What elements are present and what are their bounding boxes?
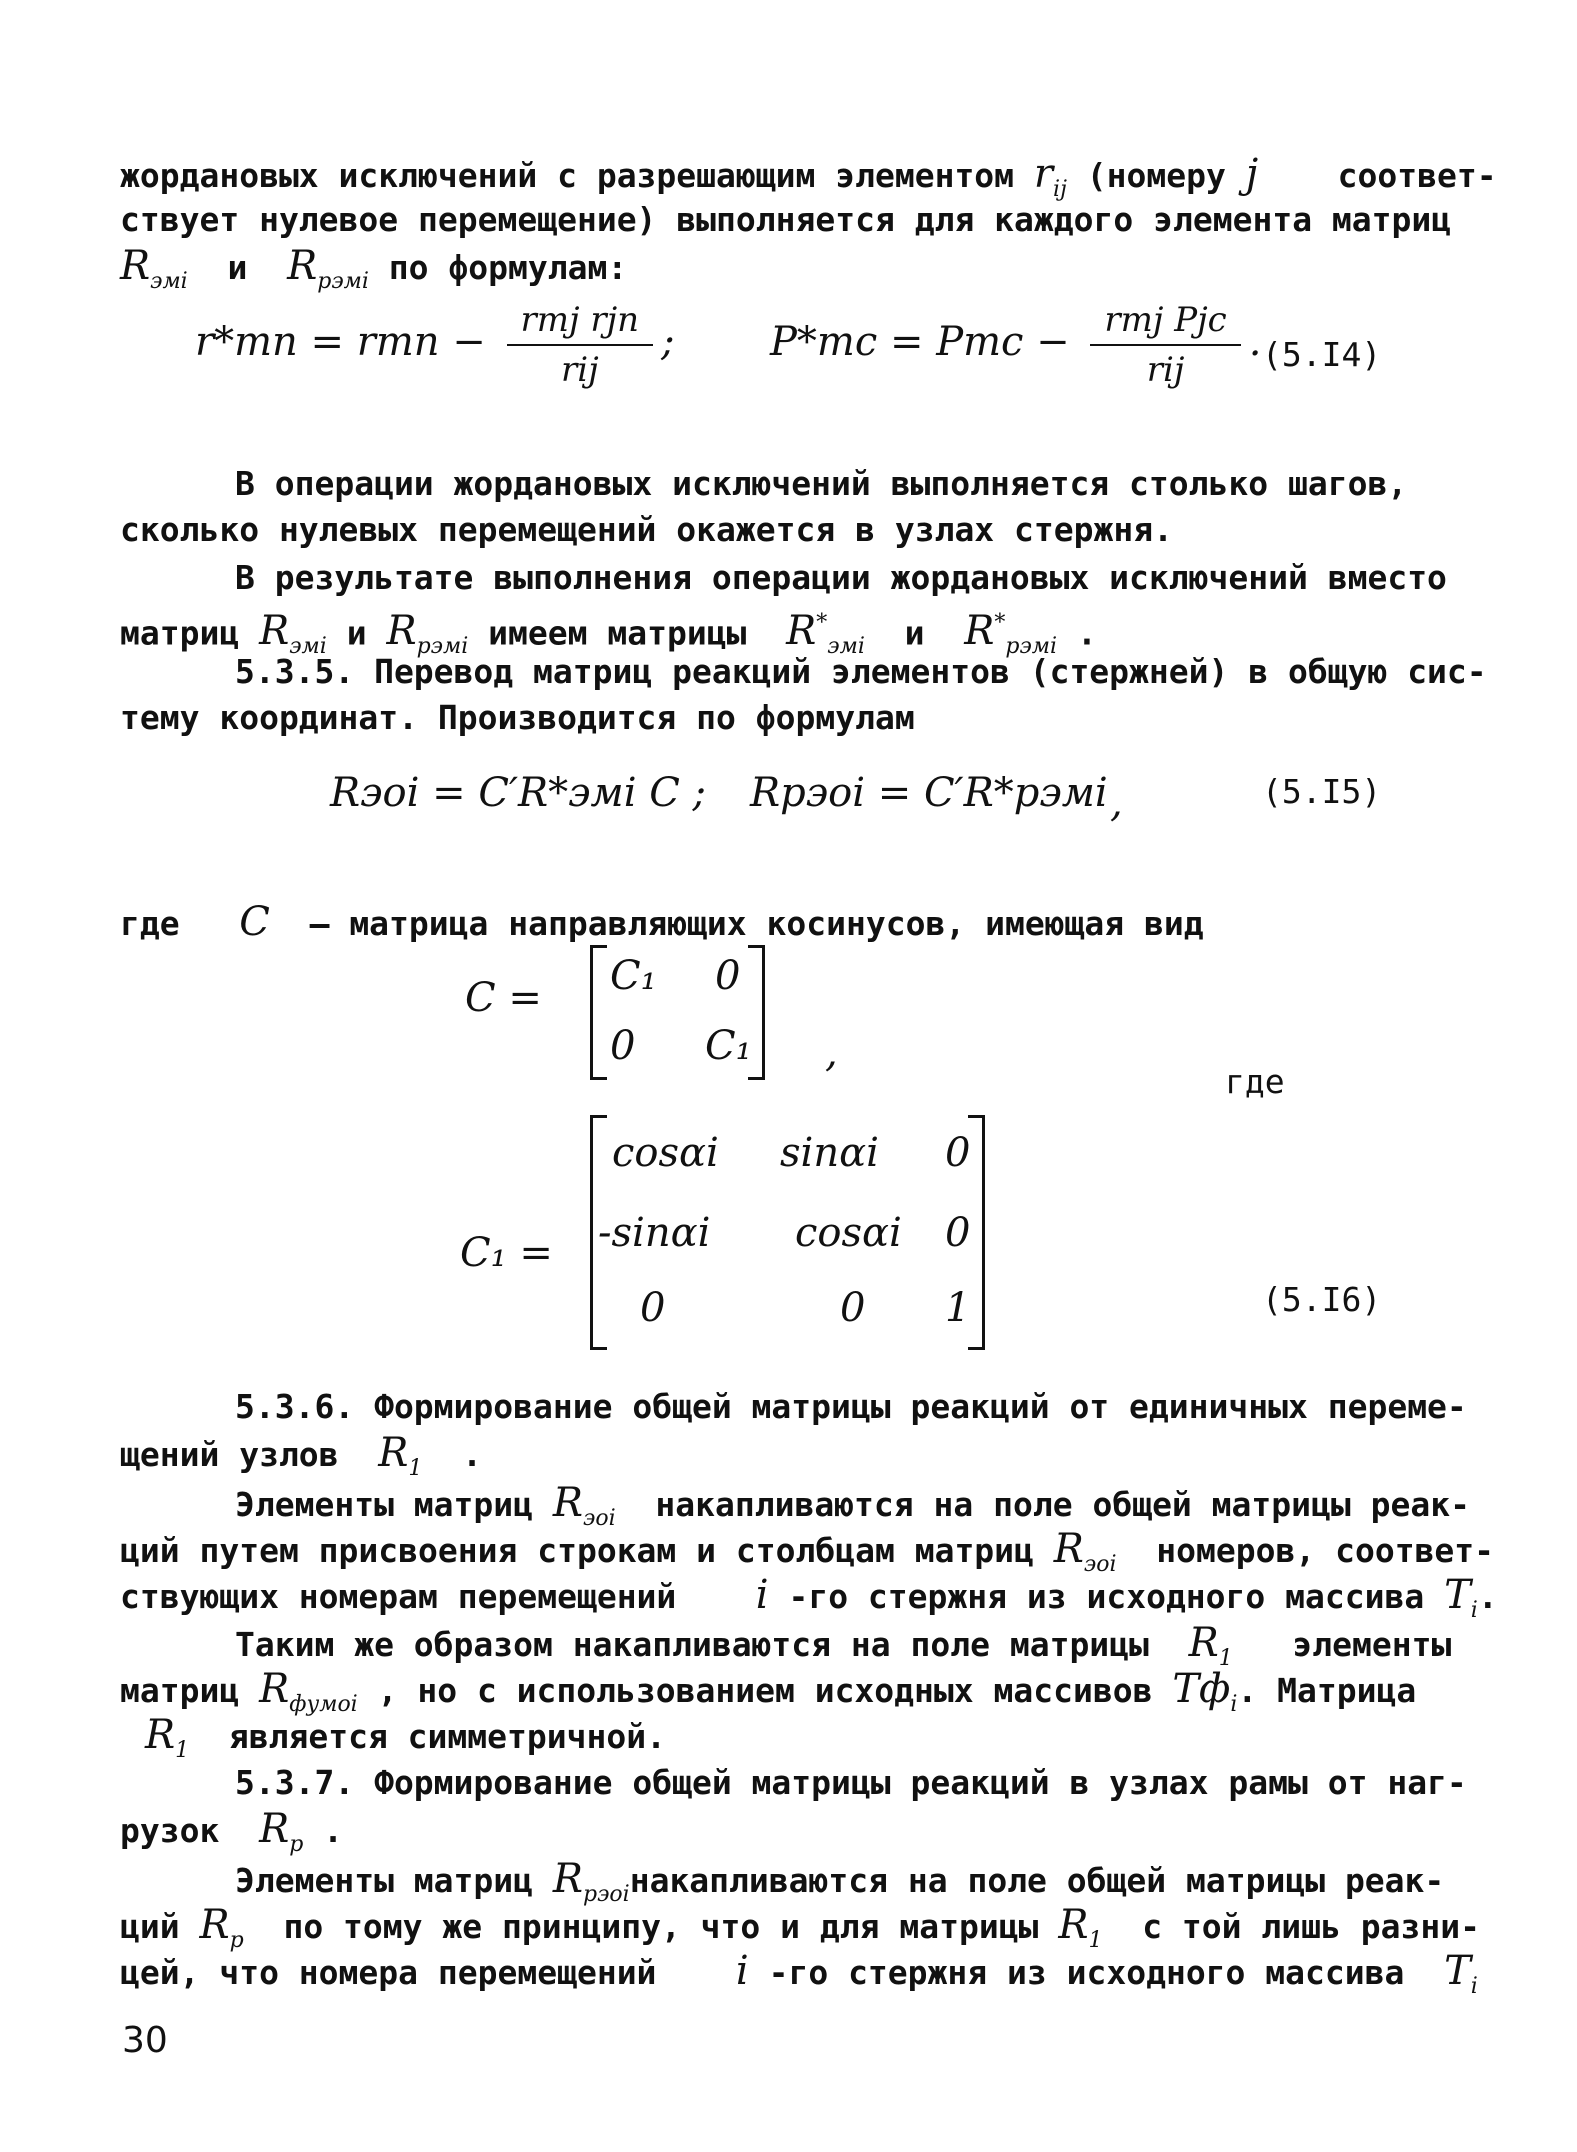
matrix-c-lhs: C = (465, 975, 542, 1021)
text-line: где C – матрица направляющих косинусов, имеющая вид (120, 899, 1204, 945)
text-line: Элементы матриц $R_{рэоi}накапливаются$ на поле общей матрицы реак- (235, 1856, 1445, 1907)
text-line: $R_1$ является симметричной. (145, 1712, 666, 1763)
text-line: ствующих номерам перемещений i -го стержня из исходного массива $T_i$. (120, 1572, 1498, 1623)
matrix-comma: , (825, 1030, 838, 1076)
text-line: ций $R_p$ по тому же принципу, что и для матрицы $R_1$ с той лишь разни- (120, 1902, 1480, 1953)
section-heading: 5.3.5. Перевод матриц реакций элементов (стержней) в общую сис- (235, 652, 1487, 691)
text-line: Элементы матриц $R_{эоi}$ накапливаются на поле общей матрицы реак- (235, 1480, 1470, 1531)
equation-5-15-right: Rрэоi = C′R*рэмi (750, 770, 1108, 816)
text-line: щений узлов $R_1$ . (120, 1430, 483, 1481)
equation-comma: , (1110, 780, 1123, 826)
text-line: рузок $R_p$ . (120, 1806, 344, 1857)
equation-number: (5.I4) (1262, 335, 1382, 374)
text-line: В операции жордановых исключений выполняется столько шагов, (235, 464, 1408, 503)
text-line: цей, что номера перемещений i -го стержня из исходного массива $T_i$ (120, 1948, 1478, 1999)
text-line: ций путем присвоения строкам и столбцам матриц $R_{эоi}$ номеров, соответ- (120, 1526, 1495, 1577)
equation-5-15-left: Rэоi = C′R*эмi C ; (330, 770, 707, 816)
text-line: тему координат. Производится по формулам (120, 698, 915, 737)
math-rij: $r_{ij}$ (1033, 151, 1067, 202)
equation-5-14-right: P*mc = Pmc − $\frac{\text{rmj Pjc}}{\text{rij}}$ . (770, 300, 1262, 390)
page-number: 30 (122, 2020, 168, 2061)
matrix-c1: cosαi sinαi 0 -sinαi cosαi 0 0 0 1 (590, 1115, 985, 1350)
section-heading: 5.3.7. Формирование общей матрицы реакций в узлах рамы от наг- (235, 1763, 1467, 1802)
section-heading: 5.3.6. Формирование общей матрицы реакций от единичных переме- (235, 1387, 1467, 1426)
text-where: где (1225, 1062, 1285, 1101)
text-line: ствует нулевое перемещение) выполняется для каждого элемента матриц (120, 200, 1452, 239)
text-line: Таким же образом накапливаются на поле матрицы $R_1$ элементы (235, 1620, 1452, 1671)
matrix-c1-lhs: C₁ = (460, 1230, 553, 1276)
text-line: В результате выполнения операции жордановых исключений вместо (235, 558, 1447, 597)
text-line: жордановых исключений с разрешающим элементом $r_{ij}$ (номеру j соответ- (120, 151, 1497, 202)
text-line: матриц $R_{эмi}$ и $R_{рэмi}$ имеем матрицы $R^*_{эмi}$ и $R^*_{рэмi}$ . (120, 608, 1097, 660)
equation-number: (5.I5) (1262, 772, 1382, 811)
equation-5-14-left: r*mn = rmn − $\frac{\text{rmj rjn}}{\text{rij}}$ ; (195, 300, 675, 390)
text-line: матриц $R_{фумоi}$ , но с использованием исходных массивов $Tф_i$. Матрица (120, 1666, 1417, 1717)
text-line: сколько нулевых перемещений окажется в узлах стержня. (120, 510, 1173, 549)
equation-number: (5.I6) (1262, 1280, 1382, 1319)
matrix-c: C₁ 0 0 C₁ (590, 945, 765, 1080)
text-line: $R_{эмi}$ и $R_{рэмi}$ по формулам: (120, 243, 628, 294)
